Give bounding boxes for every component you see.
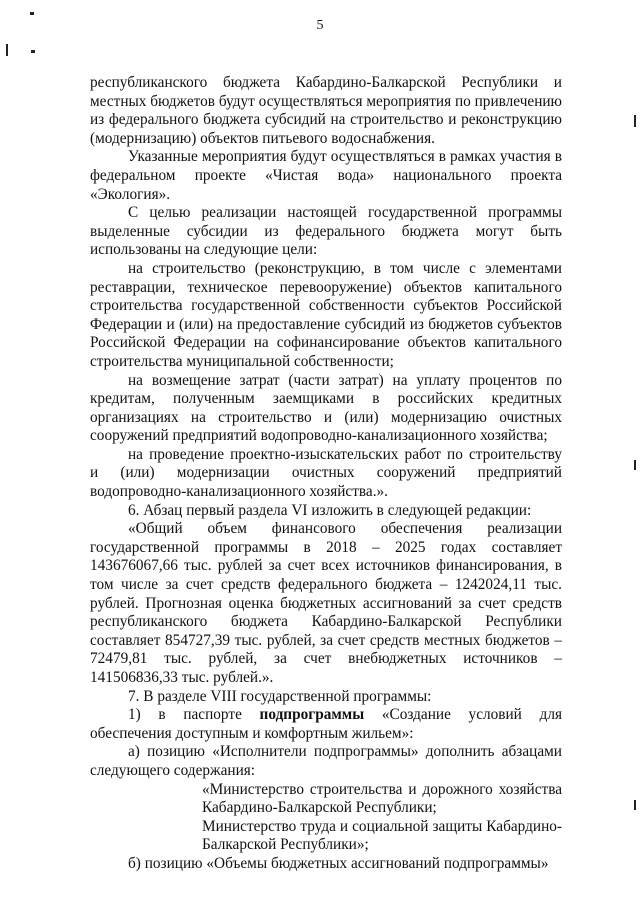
- amendment-subitem: [90, 706, 562, 743]
- text-run: «Создание условий для обеспечения доступным и комфортным жильем»:: [90, 706, 562, 742]
- bold-text-run: подпрограммы: [259, 706, 365, 724]
- scan-mark: [31, 50, 35, 53]
- quoted-paragraph: Министерство труда и социальной защиты Кабардино-Балкарской Республики»;: [202, 817, 562, 854]
- quoted-paragraph: «Министерство строительства и дорожного хозяйства Кабардино-Балкарской Республики;: [202, 780, 562, 817]
- paragraph: республиканского бюджета Кабардино-Балкарской Республики и местных бюджетов будут осуществляться мероприятия по привлечению из федерального бюджета субсидий на строительство и реконструкцию (модернизацию) объектов питьевого водоснабжения.: [90, 74, 562, 147]
- scan-mark: [634, 115, 636, 127]
- scan-mark: [6, 44, 8, 56]
- document-body: [90, 74, 562, 874]
- text-run: 1) в паспорте: [128, 706, 260, 724]
- amendment-subitem: б) позицию «Объемы бюджетных ассигнований подпрограммы»: [128, 854, 549, 872]
- scan-mark: [634, 800, 636, 810]
- paragraph: С целью реализации настоящей государственной программы выделенные субсидии из федерального бюджета могут быть использованы на следующие цели:: [90, 204, 562, 259]
- list-item: на возмещение затрат (части затрат) на уплату процентов по кредитам, полученным заемщиками в российских кредитных организациях на строительство и (или) модернизацию очистных сооружений предприятий водопроводно-канализационного хозяйства;: [90, 371, 562, 445]
- list-item: на строительство (реконструкцию, в том числе с элементами реставрации, техническое перевооружение) объектов капитального строительства государственной собственности субъектов Российской Федерации и (или) на предоставление субсидий из бюджетов субъектов Российской Федерации на софинансирование объектов капитального строительства муниципальной собственности;: [90, 259, 562, 370]
- list-item: на проведение проектно-изыскательских работ по строительству и (или) модернизации очистных сооружений предприятий водопроводно-канализационного хозяйства.».: [90, 445, 562, 501]
- amendment-subitem: а) позицию «Исполнители подпрограммы» дополнить абзацами следующего содержания:: [90, 743, 562, 779]
- page-number: 5: [316, 18, 324, 33]
- scan-mark: [30, 12, 34, 15]
- scan-mark: [634, 460, 636, 470]
- amendment-item: 6. Абзац первый раздела VI изложить в следующей редакции:: [128, 501, 532, 519]
- quoted-paragraph: «Общий объем финансового обеспечения реализации государственной программы в 2018 – 2025 годах составляет 143676067,66 тыс. рублей за счет всех источников финансирования, в том числе за счет средств федерального бюджета – 1242024,11 тыс. рублей. Прогнозная оценка бюджетных ассигнований за счет средств республиканского бюджета Кабардино-Балкарской Республики составляет 854727,39 тыс. рублей, за счет средств местных бюджетов – 72479,81 тыс. рублей, за счет внебюджетных источников – 141506836,33 тыс. рублей.».: [90, 520, 562, 686]
- amendment-item: 7. В разделе VIII государственной программы:: [128, 687, 432, 705]
- paragraph: Указанные мероприятия будут осуществляться в рамках участия в федеральном проекте «Чистая вода» национального проекта «Экология».: [90, 148, 562, 203]
